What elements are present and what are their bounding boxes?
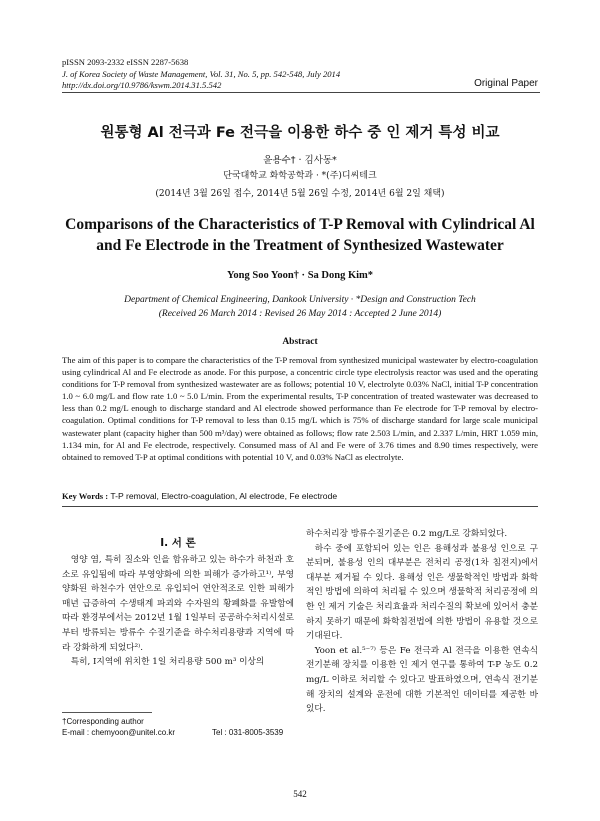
paragraph: Yoon et al.⁵⁻⁷⁾ 등은 Fe 전극과 Al 전극을 이용한 연속식 전기분해 장치를 이용한 인 제거 연구를 통하여 T-P 농도 0.2 mg/L 이하로 처리할 수 있다고 발표하였으며, 연속식 전기분해 장치의 설계와 운전에 대한 기본적인 데이터를 제공한 바 있다. [306, 645, 538, 715]
author-tel: Tel : 031-8005-3539 [212, 728, 284, 737]
footnote-divider [62, 712, 152, 713]
doi-link[interactable]: http://dx.doi.org/10.9786/kswm.2014.31.5.542 [62, 80, 222, 90]
keywords-list: T-P removal, Electro-coagulation, Al electrode, Fe electrode [110, 491, 338, 501]
english-affiliation: Department of Chemical Engineering, Dankook University · *Design and Construction Tech [124, 295, 476, 305]
issn: pISSN 2093-2332 eISSN 2287-5638 [62, 57, 189, 67]
english-authors: Yong Soo Yoon† · Sa Dong Kim* [226, 270, 374, 281]
keywords-label: Key Words : [62, 491, 109, 501]
author-email: E-mail : chemyoon@unitel.co.kr [62, 728, 176, 737]
journal-header [62, 57, 340, 92]
paragraph: 영양 염, 특히 질소와 인을 함유하고 있는 하수가 하천과 호소로 유입됨에 따라 부영양화에 의한 피해가 증가하고¹⁾, 부영양화된 하천수가 연안으로 유입되어 연안적조로 인한 피해가 매년 급증하여 수생태계 파괴와 수자원의 황폐화를 유발함에 따라 환경부에서는 2012년 1월 1일부터 공공하수처리시설로부터 방류되는 방류수 수질기준을 하수처리용량과 지역에 따라 강화하게 되었다²⁾. [62, 555, 294, 653]
column-left [62, 553, 294, 670]
abstract-divider [62, 506, 538, 507]
abstract-text: The aim of this paper is to compare the characteristics of the T-P removal from synthesized municipal wastewater by electro-coagulation using cylindrical Al and Fe electrode as anode. For this purpose, a concentric circle type electrolysis reactor was used and the operating conditions for T-P removal from synthesized wastewater are as follows; potential 10 V, electrolyte 0.03% NaCl, initial T-P concentration 1.0 ~ 6.0 mg/L and flow rate 1.0 ~ 5.0 L/min. From the experimental results, T-P concentration of treated wastewater was decreased to less than 0.2 mg/L enough to discharge standard and Al electrode showed performance than Fe electrode for T-P removal by electro-coagulation. Optimal conditions for T-P removal to less than 0.15 mg/L which is 75% of discharge standard for large scale municipal wastewater plant (capacity higher than 500 m³/day) were obtained as follows; flow rate 2.503 L/min, and 2.337 L/min, HRT 1.059 min, 1.134 min, for Al and Fe electrode, respectively. Consumed mass of Al and Fe were of 3.76 times and 8.90 times respectively, were obtained to removed T-P at optimal conditions with potential 10 V, and 0.03% NaCl as electrolyte. [62, 355, 538, 462]
korean-affiliation: 단국대학교 화학공학과 · *(주)디씨테크 [223, 171, 377, 181]
corresponding-author: †Corresponding author [62, 717, 144, 726]
paragraph: 하수 중에 포함되어 있는 인은 용해성과 불용성 인으로 구분되며, 불용성 인의 대부분은 전처리 공정(1차 침전지)에서 대부분 제거될 수 있다. 용해성 인은 생물학적인 방법과 화학적인 방법에 의하여 처리될 수 있으며 생물학적 처리공정에 의한 인 제거 기술은 처리효율과 처리수질의 확보에 있어서 충분하지 못하기 때문에 화학침전법에 의한 방법이 유용할 것으로 기대된다. [306, 543, 538, 642]
paragraph: 하수처리장 방류수질기준은 0.2 mg/L로 강화되었다. [306, 529, 508, 539]
header-divider [62, 92, 540, 93]
english-title [62, 214, 538, 256]
footnote [62, 716, 362, 738]
korean-title: 원통형 Al 전극과 Fe 전극을 이용한 하수 중 인 제거 특성 비교 [100, 125, 500, 141]
korean-dates: (2014년 3월 26일 접수, 2014년 5월 26일 수정, 2014년 6월 2일 채택) [155, 189, 445, 199]
section-heading: I. 서 론 [160, 537, 196, 549]
journal-citation: J. of Korea Society of Waste Management, Vol. 31, No. 5, pp. 542-548, July 2014 [62, 68, 341, 79]
keywords [62, 491, 538, 501]
abstract-heading: Abstract [282, 337, 318, 347]
paper-type: Original Paper [474, 78, 538, 89]
column-right [306, 527, 538, 717]
english-title-line2: and Fe Electrode in the Treatment of Synthesized Wastewater [96, 237, 504, 254]
korean-authors: 윤용수† · 김사동* [263, 155, 337, 166]
paragraph: 특히, I지역에 위치한 1일 처리용량 500 m³ 이상의 [70, 657, 265, 668]
english-affiliation-block [0, 293, 600, 321]
english-title-line1: Comparisons of the Characteristics of T-P Removal with Cylindrical Al [65, 216, 535, 233]
page-number: 542 [293, 789, 307, 799]
english-dates: (Received 26 March 2014 : Revised 26 May 2014 : Accepted 2 June 2014) [158, 309, 442, 319]
